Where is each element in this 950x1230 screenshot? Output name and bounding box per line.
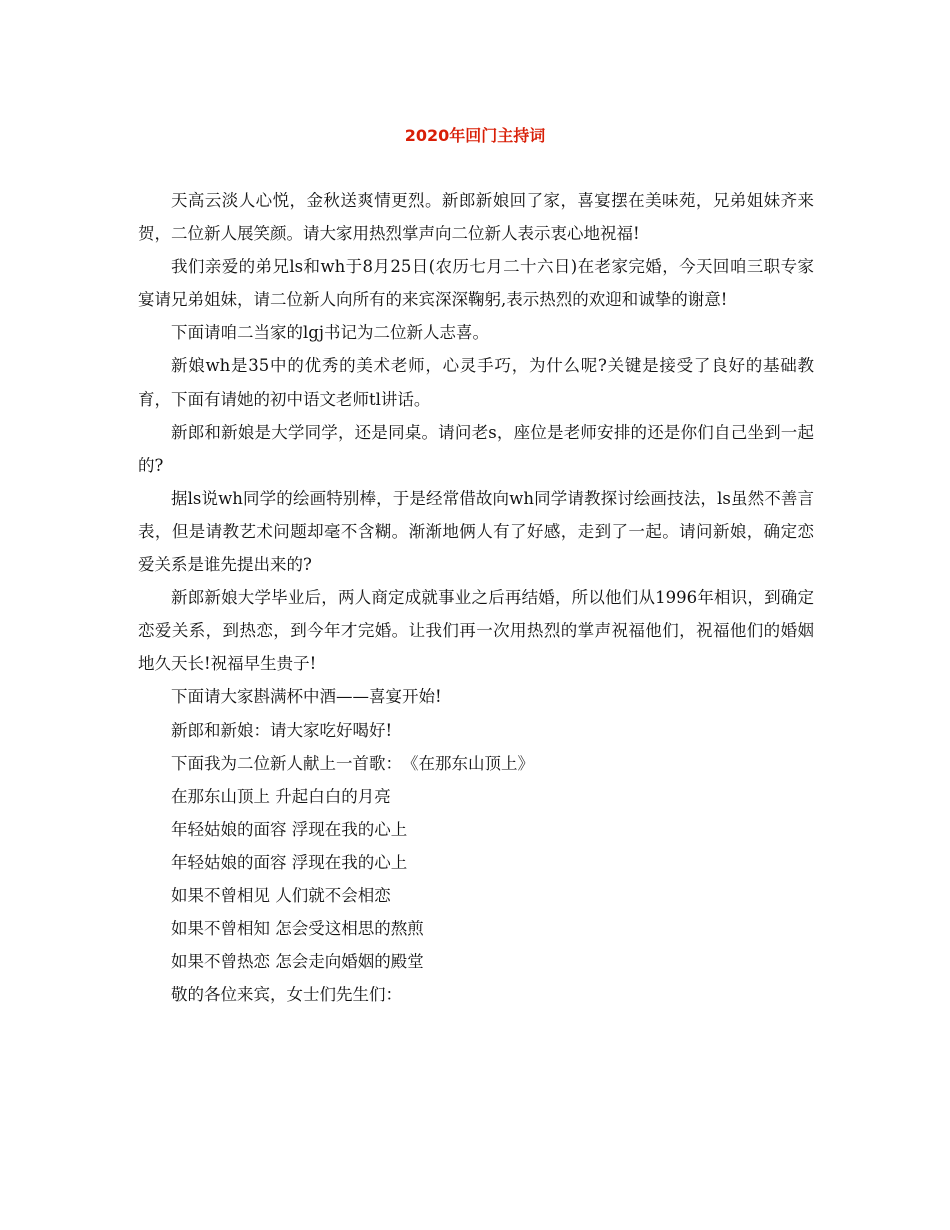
paragraph: 新郎新娘大学毕业后，两人商定成就事业之后再结婚，所以他们从1996年相识，到确定恋爱关系，到热恋，到今年才完婚。让我们再一次用热烈的掌声祝福他们，祝福他们的婚姻地久天长!祝福早生贵子! [138, 588, 814, 674]
paragraph: 新娘wh是35中的优秀的美术老师，心灵手巧，为什么呢?关键是接受了良好的基础教育，下面有请她的初中语文老师tl讲话。 [138, 356, 814, 409]
paragraph: 敬的各位来宾，女士们先生们： [171, 985, 402, 1005]
paragraph: 新郎和新娘：请大家吃好喝好! [171, 720, 393, 740]
song-lyric-line: 年轻姑娘的面容 浮现在我的心上 [171, 819, 408, 839]
paragraph: 新郎和新娘是大学同学，还是同桌。请问老s，座位是老师安排的还是你们自己坐到一起的? [138, 422, 814, 475]
document-title: 2020年回门主持词 [404, 126, 546, 145]
paragraph: 下面请大家斟满杯中酒——喜宴开始! [171, 687, 442, 707]
paragraph: 据ls说wh同学的绘画特别棒，于是经常借故向wh同学请教探讨绘画技法，ls虽然不善言表，但是请教艺术问题却毫不含糊。渐渐地俩人有了好感，走到了一起。请问新娘，确定恋爱关系是谁先提出来的? [138, 488, 814, 575]
paragraph: 下面请咱二当家的lgj书记为二位新人志喜。 [171, 323, 489, 343]
paragraph: 下面我为二位新人献上一首歌： 《在那东山顶上》 [171, 753, 534, 773]
document-body [138, 184, 814, 1011]
paragraph: 天高云淡人心悦，金秋送爽情更烈。新郎新娘回了家，喜宴摆在美味苑，兄弟姐妹齐来贺，二位新人展笑颜。请大家用热烈掌声向二位新人表示衷心地祝福! [138, 191, 814, 244]
song-lyric-line: 在那东山顶上 升起白白的月亮 [171, 786, 391, 806]
song-lyric-line: 如果不曾热恋 怎会走向婚姻的殿堂 [171, 952, 424, 972]
song-lyric-line: 如果不曾相见 人们就不会相恋 [171, 885, 391, 905]
song-lyric-line: 如果不曾相知 怎会受这相思的熬煎 [171, 919, 424, 939]
paragraph: 我们亲爱的弟兄ls和wh于8月25日(农历七月二十六日)在老家完婚，今天回咱三职专家宴请兄弟姐妹，请二位新人向所有的来宾深深鞠躬,表示热烈的欢迎和诚挚的谢意! [138, 257, 814, 310]
song-lyric-line: 年轻姑娘的面容 浮现在我的心上 [171, 852, 408, 872]
